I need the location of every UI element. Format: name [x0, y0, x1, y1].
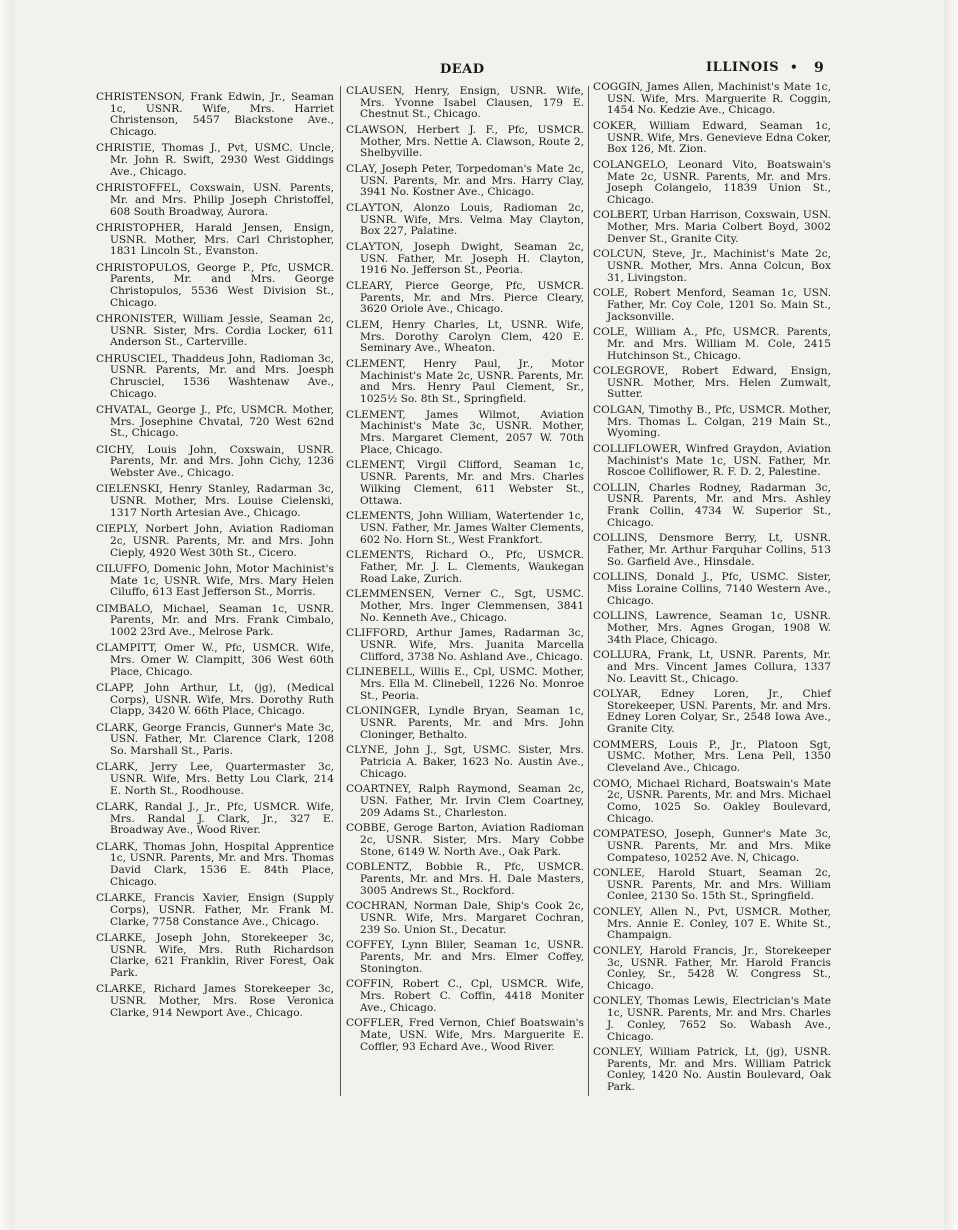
- casualty-entry: CIEPLY, Norbert John, Aviation Radioman 2c, USNR. Parents, Mr. and Mrs. John Cieply, 4920 West 30th St., Cicero.: [96, 523, 334, 559]
- casualty-entry: CLAYTON, Joseph Dwight, Seaman 2c, USN. Father, Mr. Joseph H. Clayton, 1916 No. Jefferson St., Peoria.: [346, 241, 584, 277]
- casualty-entry: COFFLER, Fred Vernon, Chief Boatswain's Mate, USN. Wife, Mrs. Marguerite E. Coffler, 93 Echard Ave., Wood River.: [346, 1017, 584, 1053]
- casualty-entry: CONLEE, Harold Stuart, Seaman 2c, USNR. Parents, Mr. and Mrs. William Conlee, 2130 So. 15th St., Springfield.: [593, 867, 831, 903]
- casualty-entry: COLEGROVE, Robert Edward, Ensign, USNR. Mother, Mrs. Helen Zumwalt, Sutter.: [593, 365, 831, 401]
- casualty-entry: COFFEY, Lynn Bliler, Seaman 1c, USNR. Parents, Mr. and Mrs. Elmer Coffey, Stonington.: [346, 939, 584, 975]
- casualty-entry: CONLEY, William Patrick, Lt, (jg), USNR. Parents, Mr. and Mrs. William Patrick Conley, 1420 No. Austin Boulevard, Oak Park.: [593, 1046, 831, 1094]
- casualty-entry: COLE, Robert Menford, Seaman 1c, USN. Father, Mr. Coy Cole, 1201 So. Main St., Jacksonville.: [593, 287, 831, 323]
- casualty-entry: CHVATAL, George J., Pfc, USMCR. Mother, Mrs. Josephine Chvatal, 720 West 62nd St., Chicago.: [96, 404, 334, 440]
- casualty-entry: CHRISTOPHER, Harald Jensen, Ensign, USNR. Mother, Mrs. Carl Christopher, 1831 Lincoln St., Evanston.: [96, 221, 334, 258]
- casualty-entry: CHRONISTER, William Jessie, Seaman 2c, USNR. Sister, Mrs. Cordia Locker, 611 Anderson St., Carterville.: [96, 312, 334, 349]
- casualty-entry: COLLINS, Donald J., Pfc, USMC. Sister, Miss Loraine Collins, 7140 Western Ave., Chicago.: [593, 571, 831, 607]
- casualty-entry: CLEMENT, Virgil Clifford, Seaman 1c, USNR. Parents, Mr. and Mrs. Charles Wilking Clement, 611 Webster St., Ottawa.: [346, 459, 584, 507]
- casualty-entry: COLLINS, Densmore Berry, Lt, USNR. Father, Mr. Arthur Farquhar Collins, 513 So. Garfield Ave., Hinsdale.: [593, 532, 831, 568]
- casualty-entry: CIELENSKI, Henry Stanley, Radarman 3c, USNR. Mother, Mrs. Louise Cielenski, 1317 North Artesian Ave., Chicago.: [96, 483, 334, 519]
- casualty-entry: COBLENTZ, Bobbie R., Pfc, USMCR. Parents, Mr. and Mrs. H. Dale Masters, 3005 Andrews St., Rockford.: [346, 861, 584, 897]
- column-1: [96, 92, 334, 1024]
- page-edge-left: [0, 0, 14, 1230]
- casualty-entry: CLARKE, Joseph John, Storekeeper 3c, USNR. Wife, Mrs. Ruth Richardson Clarke, 621 Franklin, River Forest, Oak Park.: [96, 931, 334, 979]
- casualty-entry: CHRISTENSON, Frank Edwin, Jr., Seaman 1c, USNR. Wife, Mrs. Harriet Christenson, 5457 Blackstone Ave., Chicago.: [96, 91, 334, 139]
- casualty-listing: [96, 81, 840, 1106]
- casualty-entry: COLLIN, Charles Rodney, Radarman 3c, USNR. Parents, Mr. and Mrs. Ashley Frank Collin, 4734 W. Superior St., Chicago.: [593, 481, 831, 529]
- column-divider-1: [340, 86, 341, 1096]
- casualty-entry: CLAUSEN, Henry, Ensign, USNR. Wife, Mrs. Yvonne Isabel Clausen, 179 E. Chestnut St., Chicago.: [346, 85, 584, 121]
- page-edge-right: [944, 0, 958, 1230]
- casualty-entry: CLAYTON, Alonzo Louis, Radioman 2c, USNR. Wife, Mrs. Velma May Clayton, Box 227, Palatine.: [346, 202, 584, 238]
- casualty-entry: CLARK, George Francis, Gunner's Mate 3c, USN. Father, Mr. Clarence Clark, 1208 So. Marshall St., Paris.: [96, 721, 334, 758]
- casualty-entry: CLIFFORD, Arthur James, Radarman 3c, USNR. Wife, Mrs. Juanita Marcella Clifford, 3738 No. Ashland Ave., Chicago.: [346, 627, 584, 663]
- casualty-entry: CHRUSCIEL, Thaddeus John, Radioman 3c, USNR. Parents, Mr. and Mrs. Joesph Chrusciel, 1536 Washtenaw Ave., Chicago.: [96, 352, 334, 400]
- casualty-entry: COMMERS, Louis P., Jr., Platoon Sgt, USMC. Mother, Mrs. Lena Pell, 1350 Cleveland Ave., Chicago.: [593, 738, 831, 775]
- casualty-entry: CLEMENT, James Wilmot, Aviation Machinist's Mate 3c, USNR. Mother, Mrs. Margaret Clement, 2057 W. 70th Place, Chicago.: [346, 408, 584, 456]
- column-divider-2: [588, 86, 589, 1096]
- casualty-entry: CLAY, Joseph Peter, Torpedoman's Mate 2c, USN. Parents, Mr. and Mrs. Harry Clay, 3941 No. Kostner Ave., Chicago.: [346, 163, 584, 199]
- page-header: [96, 60, 838, 80]
- casualty-entry: CONLEY, Thomas Lewis, Electrician's Mate 1c, USNR. Parents, Mr. and Mrs. Charles J. Conley, 7652 So. Wabash Ave., Chicago.: [593, 995, 831, 1043]
- casualty-entry: CONLEY, Allen N., Pvt, USMCR. Mother, Mrs. Annie E. Conley, 107 E. White St., Champaign.: [593, 905, 831, 942]
- casualty-entry: CLARK, Randal J., Jr., Pfc, USMCR. Wife, Mrs. Randal J. Clark, Jr., 327 E. Broadway Ave., Wood River.: [96, 801, 334, 837]
- casualty-entry: CLARKE, Francis Xavier, Ensign (Supply Corps), USNR. Father, Mr. Frank M. Clarke, 7758 Constance Ave., Chicago.: [96, 892, 334, 928]
- casualty-entry: CILUFFO, Domenic John, Motor Machinist's Mate 1c, USNR. Wife, Mrs. Mary Helen Ciluffo, 613 East Jefferson St., Morris.: [96, 562, 334, 599]
- casualty-entry: CLEM, Henry Charles, Lt, USNR. Wife, Mrs. Dorothy Carolyn Clem, 420 E. Seminary Ave., Wheaton.: [346, 319, 584, 355]
- casualty-entry: CLEMENTS, John William, Watertender 1c, USN. Father, Mr. James Walter Clements, 602 No. Horn St., West Frankfort.: [346, 510, 584, 546]
- casualty-entry: CHRISTIE, Thomas J., Pvt, USMC. Uncle, Mr. John R. Swift, 2930 West Giddings Ave., Chicago.: [96, 142, 334, 178]
- casualty-entry: COMO, Michael Richard, Boatswain's Mate 2c, USNR. Parents, Mr. and Mrs. Michael Como, 1025 So. Oakley Boulevard, Chicago.: [593, 777, 831, 825]
- casualty-entry: CLARKE, Richard James Storekeeper 3c, USNR. Mother, Mrs. Rose Veronica Clarke, 914 Newport Ave., Chicago.: [96, 983, 334, 1019]
- column-2: [346, 86, 584, 1057]
- casualty-entry: COLBERT, Urban Harrison, Coxswain, USN. Mother, Mrs. Maria Colbert Boyd, 3002 Denver St., Granite City.: [593, 209, 831, 245]
- casualty-entry: CLARK, Jerry Lee, Quartermaster 3c, USNR. Wife, Mrs. Betty Lou Clark, 214 E. North St., Roodhouse.: [96, 761, 334, 797]
- casualty-entry: CHRISTOFFEL, Coxswain, USN. Parents, Mr. and Mrs. Philip Joseph Christoffel, 608 South Broadway, Aurora.: [96, 182, 334, 218]
- casualty-entry: CONLEY, Harold Francis, Jr., Storekeeper 3c, USNR. Father, Mr. Harold Francis Conley, Sr., 5428 W. Congress St., Chicago.: [593, 944, 831, 992]
- casualty-entry: CLEMMENSEN, Verner C., Sgt, USMC. Mother, Mrs. Inger Clemmensen, 3841 No. Kenneth Ave., Chicago.: [346, 588, 584, 624]
- casualty-entry: COLGAN, Timothy B., Pfc, USMCR. Mother, Mrs. Thomas L. Colgan, 219 Main St., Wyoming.: [593, 403, 831, 440]
- casualty-entry: CLEMENT, Henry Paul, Jr., Motor Machinist's Mate 2c, USNR. Parents, Mr. and Mrs. Henry Paul Clement, Sr., 1025½ So. 8th St., Springfield.: [346, 358, 584, 406]
- casualty-entry: COLCUN, Steve, Jr., Machinist's Mate 2c, USNR. Mother, Mrs. Anna Colcun, Box 31, Livingston.: [593, 248, 831, 284]
- casualty-entry: CLAWSON, Herbert J. F., Pfc, USMCR. Mother, Mrs. Nettie A. Clawson, Route 2, Shelbyville.: [346, 124, 584, 160]
- casualty-entry: COARTNEY, Ralph Raymond, Seaman 2c, USN. Father, Mr. Irvin Clem Coartney, 209 Adams St., Charleston.: [346, 783, 584, 819]
- casualty-entry: COLLURA, Frank, Lt, USNR. Parents, Mr. and Mrs. Vincent James Collura, 1337 No. Leavitt St., Chicago.: [593, 649, 831, 685]
- casualty-entry: CICHY, Louis John, Coxswain, USNR. Parents, Mr. and Mrs. John Cichy, 1236 Webster Ave., Chicago.: [96, 443, 334, 480]
- casualty-entry: CLARK, Thomas John, Hospital Apprentice 1c, USNR. Parents, Mr. and Mrs. Thomas David Clark, 1536 E. 84th Place, Chicago.: [96, 840, 334, 888]
- casualty-entry: CIMBALO, Michael, Seaman 1c, USNR. Parents, Mr. and Mrs. Frank Cimbalo, 1002 23rd Ave., Melrose Park.: [96, 602, 334, 638]
- column-3: [593, 82, 831, 1098]
- casualty-entry: CLEARY, Pierce George, Pfc, USMCR. Parents, Mr. and Mrs. Pierce Cleary, 3620 Oriole Ave., Chicago.: [346, 280, 584, 316]
- state-name: ILLINOIS: [706, 60, 780, 75]
- casualty-entry: COBBE, Geroge Barton, Aviation Radioman 2c, USNR. Sister, Mrs. Mary Cobbe Stone, 6149 W. North Ave., Oak Park.: [346, 822, 584, 858]
- header-separator: •: [790, 60, 798, 74]
- casualty-entry: COCHRAN, Norman Dale, Ship's Cook 2c, USNR. Wife, Mrs. Margaret Cochran, 239 So. Union St., Decatur.: [346, 900, 584, 936]
- casualty-entry: COLLINS, Lawrence, Seaman 1c, USNR. Mother, Mrs. Agnes Grogan, 1908 W. 34th Place, Chicago.: [593, 610, 831, 646]
- casualty-entry: COLANGELO, Leonard Vito, Boatswain's Mate 2c, USNR. Parents, Mr. and Mrs. Joseph Colangelo, 11839 Union St., Chicago.: [593, 158, 831, 206]
- casualty-entry: CLAMPITT, Omer W., Pfc, USMCR. Wife, Mrs. Omer W. Clampitt, 306 West 60th Place, Chicago.: [96, 642, 334, 678]
- casualty-entry: COLYAR, Edney Loren, Jr., Chief Storekeeper, USN. Parents, Mr. and Mrs. Edney Loren Colyar, Sr., 2548 Iowa Ave., Granite City.: [593, 688, 831, 736]
- casualty-entry: COLE, William A., Pfc, USMCR. Parents, Mr. and Mrs. William M. Cole, 2415 Hutchinson St., Chicago.: [593, 326, 831, 362]
- casualty-entry: COMPATESO, Joseph, Gunner's Mate 3c, USNR. Parents, Mr. and Mrs. Mike Compateso, 10252 Ave. N, Chicago.: [593, 828, 831, 864]
- casualty-entry: CHRISTOPULOS, George P., Pfc, USMCR. Parents, Mr. and Mrs. George Christopulos, 5536 West Division St., Chicago.: [96, 261, 334, 309]
- casualty-entry: CLEMENTS, Richard O., Pfc, USMCR. Father, Mr. J. L. Clements, Waukegan Road Lake, Zurich.: [346, 549, 584, 585]
- casualty-entry: CLINEBELL, Willis E., Cpl, USMC. Mother, Mrs. Ella M. Clinebell, 1226 No. Monroe St., Peoria.: [346, 666, 584, 702]
- page-number: 9: [814, 60, 824, 76]
- casualty-entry: COKER, William Edward, Seaman 1c, USNR. Wife, Mrs. Genevieve Edna Coker, Box 126, Mt. Zion.: [593, 119, 831, 156]
- casualty-entry: CLAPP, John Arthur, Lt, (jg), (Medical Corps), USNR. Wife, Mrs. Dorothy Ruth Clapp, 3420 W. 66th Place, Chicago.: [96, 681, 334, 718]
- casualty-entry: COLLIFLOWER, Winfred Graydon, Aviation Machinist's Mate 1c, USN. Father, Mr. Roscoe Colliflower, R. F. D. 2, Palestine.: [593, 442, 831, 479]
- casualty-entry: CLONINGER, Lyndle Bryan, Seaman 1c, USNR. Parents, Mr. and Mrs. John Cloninger, Bethalto.: [346, 705, 584, 741]
- casualty-entry: CLYNE, John J., Sgt, USMC. Sister, Mrs. Patricia A. Baker, 1623 No. Austin Ave., Chicago.: [346, 744, 584, 780]
- casualty-entry: COFFIN, Robert C., Cpl, USMCR. Wife, Mrs. Robert C. Coffin, 4418 Moniter Ave., Chicago.: [346, 978, 584, 1014]
- section-title: DEAD: [440, 62, 485, 77]
- casualty-entry: COGGIN, James Allen, Machinist's Mate 1c, USN. Wife, Mrs. Marguerite R. Coggin, 1454 No. Kedzie Ave., Chicago.: [593, 81, 831, 117]
